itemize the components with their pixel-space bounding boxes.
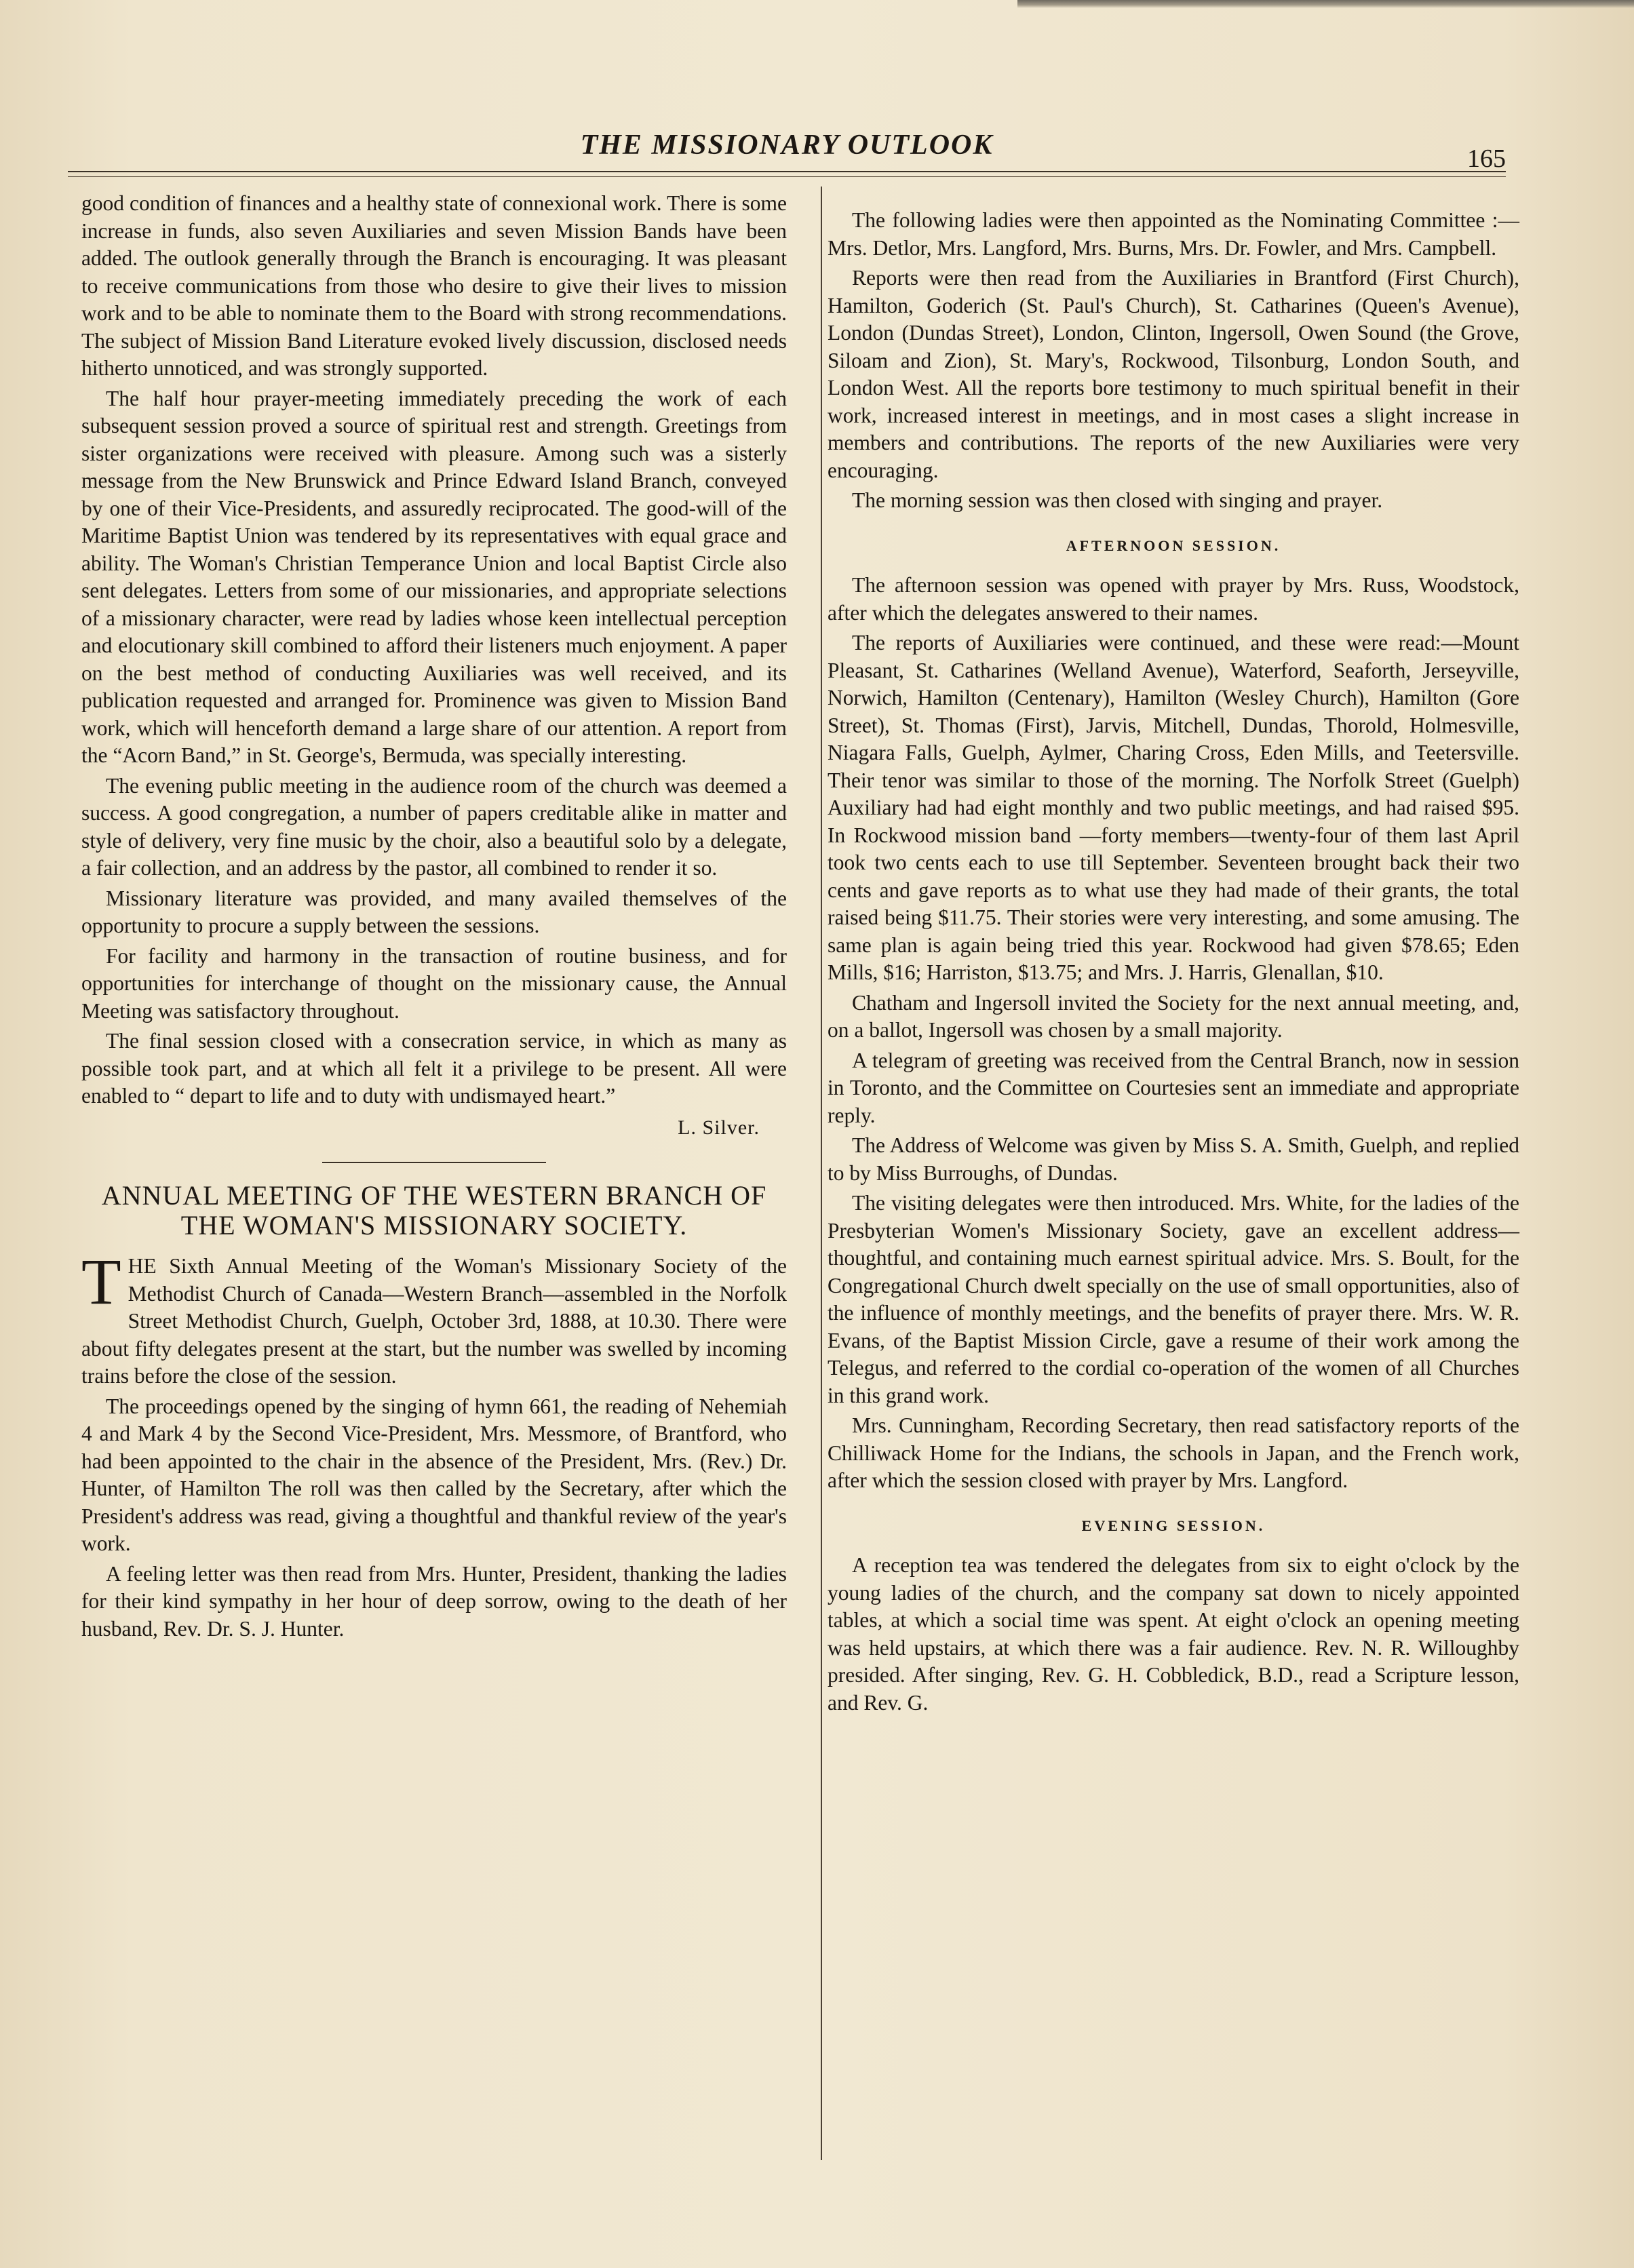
page-header [68, 115, 1506, 183]
paragraph: The morning session was then closed with singing and prayer. [852, 488, 1383, 512]
first-paragraph-text: HE Sixth Annual Meeting of the Woman's Missionary Society of the Methodist Church of Canada—Western Branch—assembled in the Norfolk Street Methodist Church, Guelph, October 3rd, 1888, at 10.30. There were about fifty delegates present at the start, but the number was swelled by incoming trains before the close of the session. [81, 1254, 787, 1388]
paragraph: The visiting delegates were then introduced. Mrs. White, for the ladies of the Presbyterian Women's Missionary Society, gave an excellent address—thoughtful, and containing much earnest spiritual advice. Mrs. S. Boult, for the Congregational Church dwelt specially on the use of small opportunities, also of the influence of monthly meetings, and the benefits of prayer there. Mrs. W. R. Evans, of the Baptist Mission Circle, gave a resume of their work among the Telegus, and referred to the cordial co-operation of the women of all Churches in this grand work. [828, 1191, 1519, 1407]
paragraph: For facility and harmony in the transaction of routine business, and for opportunities for interchange of thought on the missionary cause, the Annual Meeting was satisfactory throughout. [81, 943, 787, 1023]
column-divider [821, 187, 822, 2160]
left-column [81, 190, 787, 1645]
paragraph: The half hour prayer-meeting immediately preceding the work of each subsequent session proved a source of spiritual rest and strength. Greetings from sister organizations were received with pleasure. Among such was a sisterly message from the New Brunswick and Prince Edward Island Branch, conveyed by one of their Vice-Presidents, and assuredly reciprocated. The good-will of the Maritime Baptist Union was tendered by its representatives with equal grace and ability. The Woman's Christian Temperance Union and local Baptist Circle also sent delegates. Letters from some of our missionaries, and appropriate selections of a missionary character, were read by ladies whose keen intellectual perception and elocutionary skill combined to afford their listeners much enjoyment. A paper on the best method of conducting Auxiliaries was well received, and its publication requested and arranged for. Prominence was given to Mission Band work, which will henceforth demand a large share of our attention. A report from the “Acorn Band,” in St. George's, Bermuda, was specially interesting. [81, 386, 787, 767]
paragraph: Chatham and Ingersoll invited the Society for the next annual meeting, and, on a ballot, Ingersoll was chosen by a small majority. [828, 990, 1519, 1042]
paragraph: A telegram of greeting was received from the Central Branch, now in session in Toronto, and the Committee on Courtesies sent an immediate and appropriate reply. [828, 1048, 1519, 1127]
author-signature: L. Silver. [678, 1116, 760, 1139]
drop-cap: T [81, 1245, 121, 1318]
running-title: THE MISSIONARY OUTLOOK [580, 130, 994, 161]
page-number: 165 [1467, 144, 1506, 173]
paragraph: The following ladies were then appointed as the Nominating Committee :—Mrs. Detlor, Mrs. Langford, Mrs. Burns, Mrs. Dr. Fowler, and Mrs. Campbell. [828, 208, 1519, 260]
header-rule [68, 171, 1506, 172]
paragraph: Reports were then read from the Auxiliaries in Brantford (First Church), Hamilton, Goderich (St. Paul's Church), St. Catharines (Queen's Avenue), London (Dundas Street), London, Clinton, Ingersoll, Owen Sound (the Grove, Siloam and Zion), St. Mary's, Rockwood, Tilsonburg, London South, and London West. All the reports bore testimony to much spiritual benefit in their work, increased interest in meetings, and in most cases a slight increase in members and contributions. The reports of the new Auxiliaries were very encouraging. [828, 266, 1519, 482]
article-first-paragraph [81, 1245, 787, 1390]
paragraph: The reports of Auxiliaries were continued, and these were read:—Mount Pleasant, St. Catharines (Welland Avenue), Waterford, Seaforth, Jerseyville, Norwich, Hamilton (Centenary), Hamilton (Wesley Church), Hamilton (Gore Street), St. Thomas (First), Jarvis, Mitchell, Dundas, Thorold, Holmesville, Niagara Falls, Guelph, Aylmer, Charing Cross, Eden Mills, and Teetersville. Their tenor was similar to those of the morning. The Norfolk Street (Guelph) Auxiliary had had eight monthly and two public meetings, and had raised $95. In Rockwood mission band —forty members—twenty-four of them last April took two cents each to use till September. Seventeen brought back their two cents and gave reports as to what use they had made of their grants, the total raised being $11.75. Their stories were very interesting, and some amusing. The same plan is again being tried this year. Rockwood had given $78.65; Eden Mills, $16; Harriston, $13.75; and Mrs. J. Harris, Glenallan, $10. [828, 631, 1519, 984]
right-column [828, 207, 1519, 1719]
paragraph: The afternoon session was opened with prayer by Mrs. Russ, Woodstock, after which the delegates answered to their names. [828, 573, 1519, 625]
header-rule-thin [68, 176, 1506, 177]
section-divider-rule [322, 1162, 546, 1163]
paragraph: The proceedings opened by the singing of hymn 661, the reading of Nehemiah 4 and Mark 4 by the Second Vice-President, Mrs. Messmore, of Brantford, who had been appointed to the chair in the absence of the President, Mrs. (Rev.) Dr. Hunter, of Hamilton The roll was then called by the Secretary, after which the President's address was read, giving a thoughtful and thankful review of the year's work. [81, 1394, 787, 1555]
paragraph: The final session closed with a consecration service, in which as many as possible took part, and at which all felt it a privilege to be present. All were enabled to “ depart to life and to duty with undismayed heart.” [81, 1029, 787, 1108]
evening-session-heading: EVENING SESSION. [1081, 1517, 1266, 1534]
paragraph: The evening public meeting in the audience room of the church was deemed a success. A good congregation, a number of papers creditable alike in matter and style of delivery, very fine music by the choir, also a beautiful solo by a delegate, a fair collection, and an address by the pastor, all combined to render it so. [81, 773, 787, 880]
paragraph: The Address of Welcome was given by Miss S. A. Smith, Guelph, and replied to by Miss Burroughs, of Dundas. [828, 1133, 1519, 1185]
paragraph: Missionary literature was provided, and many availed themselves of the opportunity to procure a supply between the sessions. [81, 886, 787, 937]
paragraph: good condition of finances and a healthy state of connexional work. There is some increase in funds, also seven Auxiliaries and seven Mission Bands have been added. The outlook generally through the Branch is encouraging. It was pleasant to receive communications from those who desire to give their lives to mission work and to be able to nominate them to the Board with strong recommendations. The subject of Mission Band Literature evoked lively discussion, disclosed needs hitherto unnoticed, and was strongly supported. [81, 191, 787, 380]
page-edge-shadow [1017, 0, 1634, 8]
paragraph: A reception tea was tendered the delegates from six to eight o'clock by the young ladies of the church, and the company sat down to nicely appointed tables, at which a social time was spent. At eight o'clock an opening meeting was held upstairs, at which there was a fair audience. Rev. N. R. Willoughby presided. After singing, Rev. G. H. Cobbledick, B.D., read a Scripture lesson, and Rev. G. [828, 1553, 1519, 1715]
article-title: ANNUAL MEETING OF THE WESTERN BRANCH OF THE WOMAN'S MISSIONARY SOCIETY. [101, 1180, 767, 1240]
paragraph: Mrs. Cunningham, Recording Secretary, then read satisfactory reports of the Chilliwack Home for the Indians, the schools in Japan, and the French work, after which the session closed with prayer by Mrs. Langford. [828, 1413, 1519, 1492]
afternoon-session-heading: AFTERNOON SESSION. [1066, 536, 1281, 554]
paragraph: A feeling letter was then read from Mrs. Hunter, President, thanking the ladies for their kind sympathy in her hour of deep sorrow, owing to the death of her husband, Rev. Dr. S. J. Hunter. [81, 1561, 787, 1641]
